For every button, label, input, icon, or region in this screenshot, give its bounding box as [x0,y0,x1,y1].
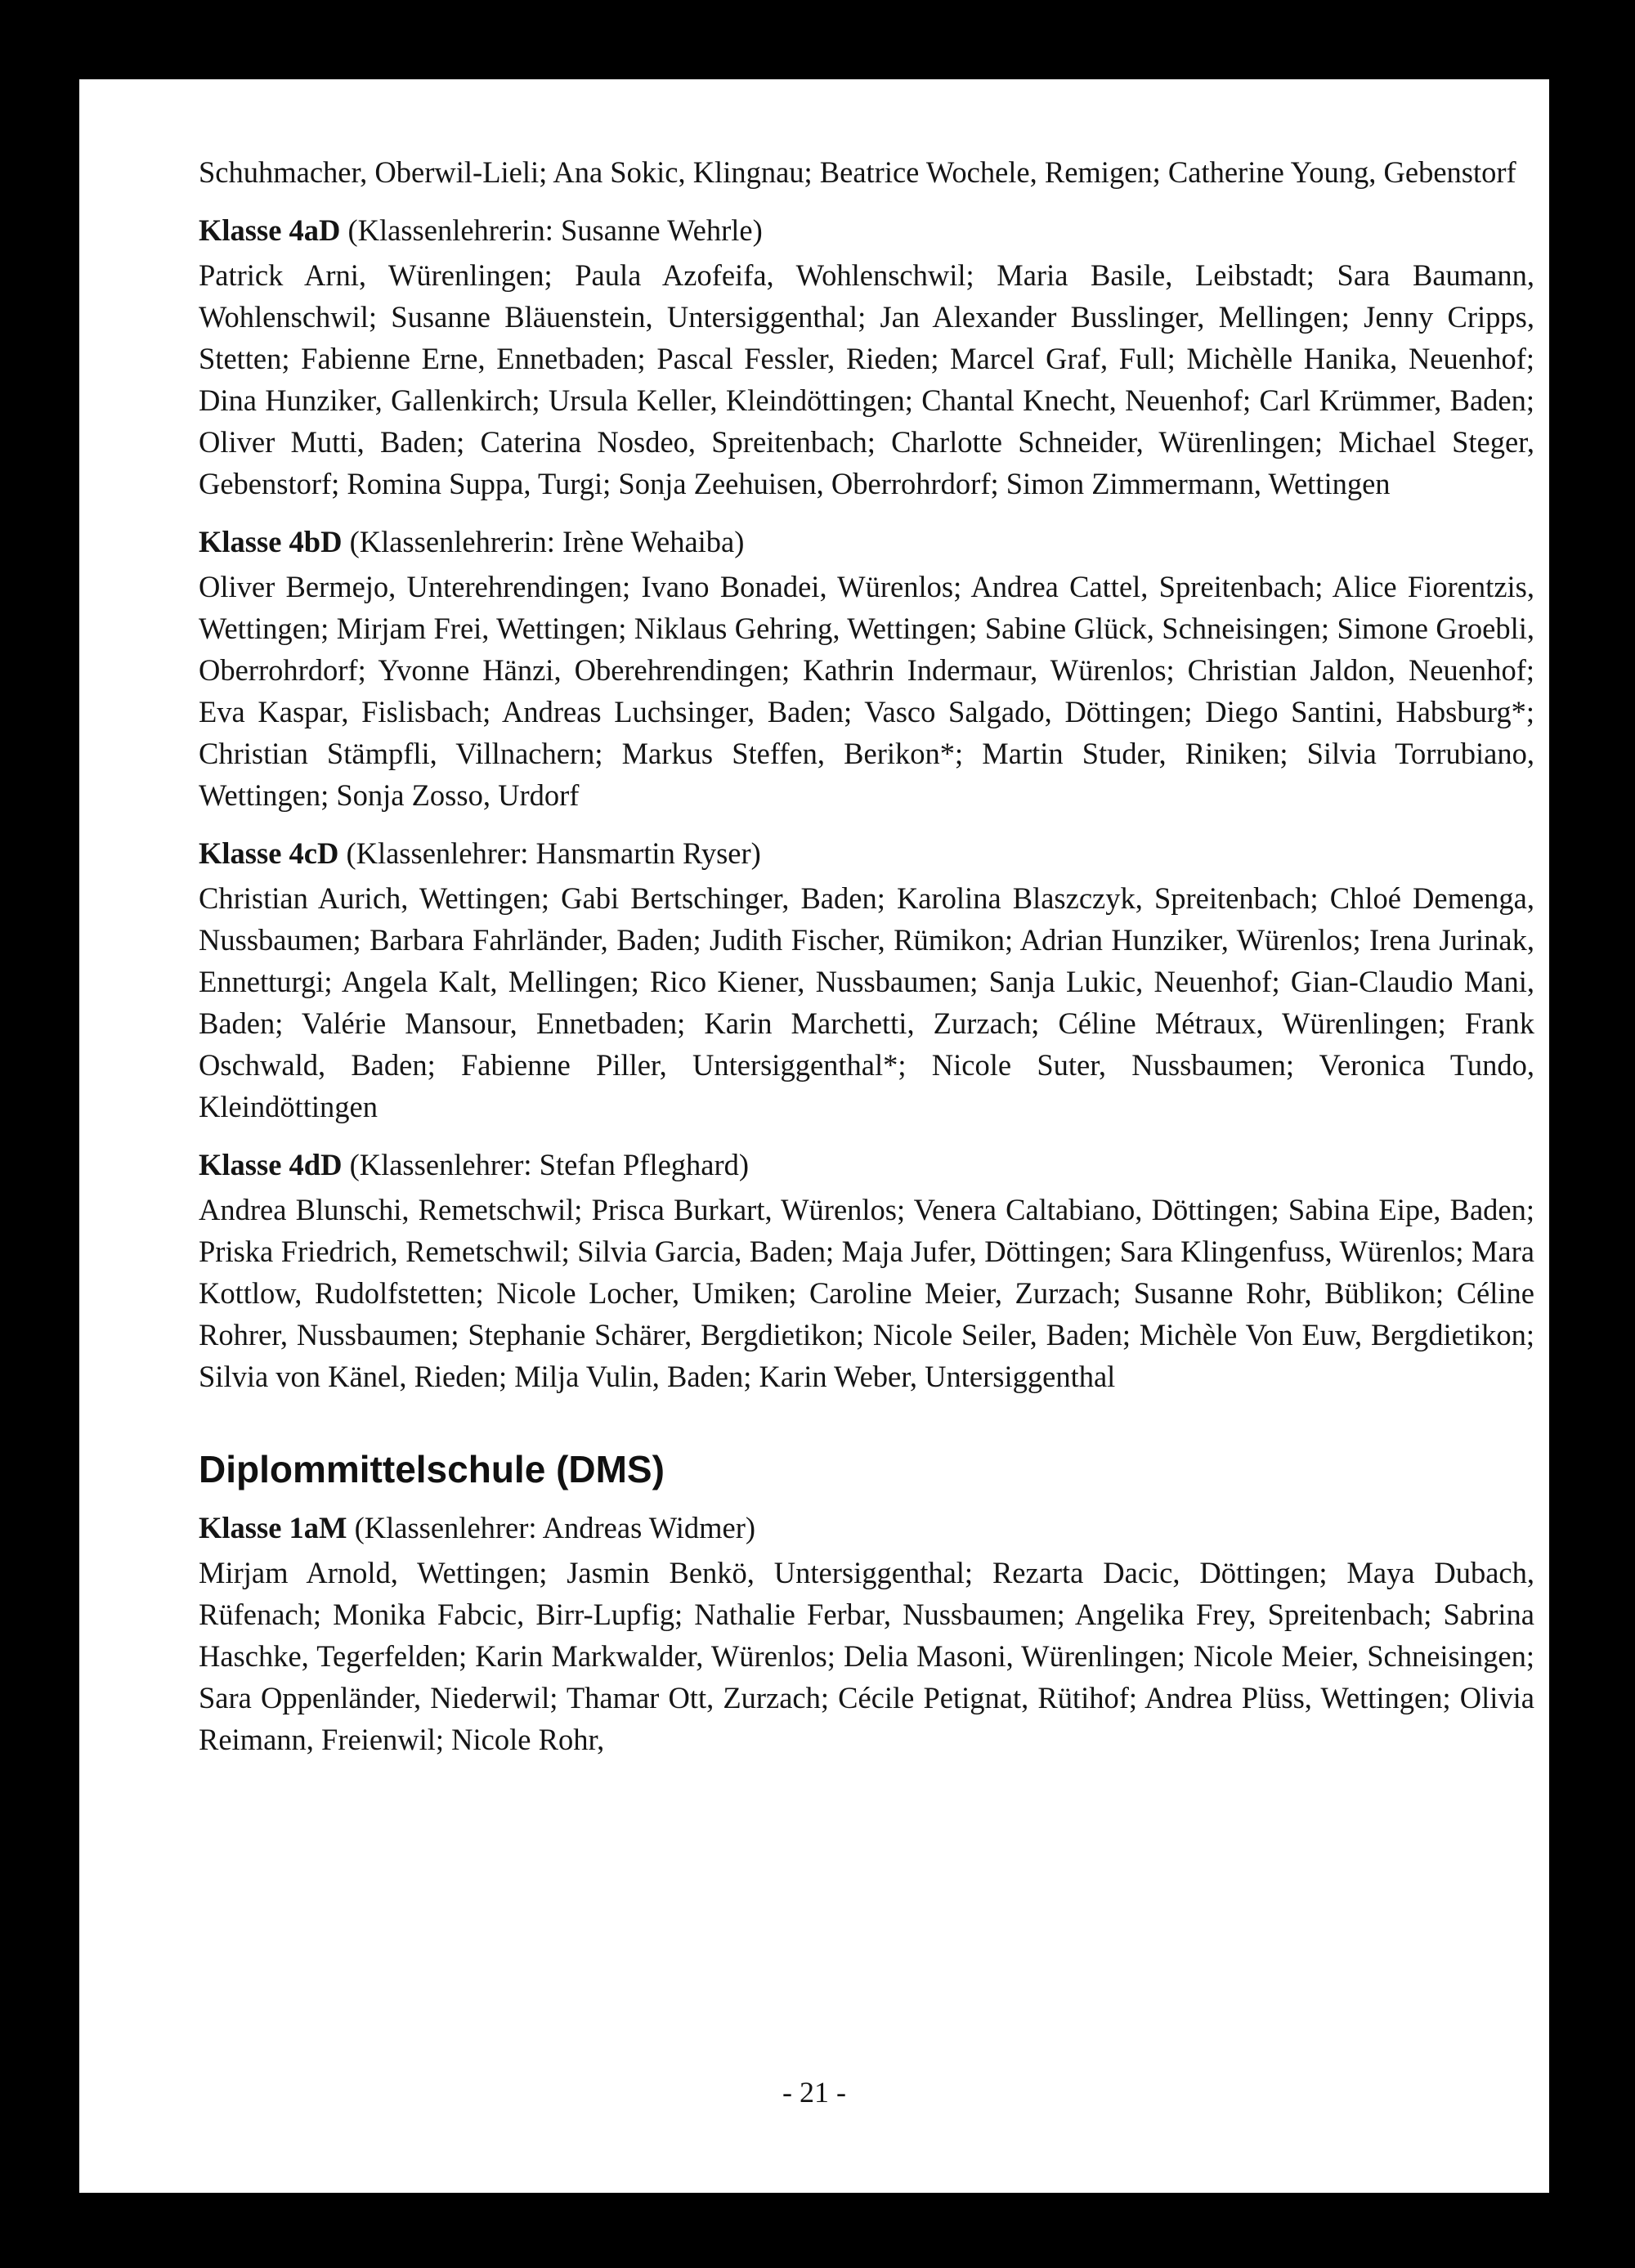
class-name: Klasse 1aM [199,1511,347,1544]
page-number: - 21 - [782,2076,846,2109]
class-name: Klasse 4aD [199,213,341,247]
class-heading [199,1507,1534,1549]
class-heading [199,521,1534,563]
section-title: Diplommittelschule (DMS) [199,1448,665,1490]
class-heading [199,1144,1534,1186]
student-list: Christian Aurich, Wettingen; Gabi Bertschinger, Baden; Karolina Blaszczyk, Spreitenbach; Chloé Demenga, Nussbaumen; Barbara Fahrländer, Baden; Judith Fischer, Rümikon; Adrian Hunziker, Würenlos; Irena Jurinak, Ennetturgi; Angela Kalt, Mellingen; Rico Kiener, Nussbaumen; Sanja Lukic, Neuenhof; Gian-Claudio Mani, Baden; Valérie Mansour, Ennetbaden; Karin Marchetti, Zurzach; Céline Métraux, Würenlingen; Frank Oschwald, Baden; Fabienne Piller, Untersiggenthal*; Nicole Suter, Nussbaumen; Veronica Tundo, Kleindöttingen [199,881,1534,1123]
class-name: Klasse 4cD [199,836,339,870]
class-teacher: (Klassenlehrer: Andreas Widmer) [354,1511,756,1544]
page-content [199,151,1534,1760]
student-list: Patrick Arni, Würenlingen; Paula Azofeifa, Wohlenschwil; Maria Basile, Leibstadt; Sara Baumann, Wohlenschwil; Susanne Bläuenstein, Untersiggenthal; Jan Alexander Busslinger, Mellingen; Jenny Cripps, Stetten; Fabienne Erne, Ennetbaden; Pascal Fessler, Rieden; Marcel Graf, Full; Michèlle Hanika, Neuenhof; Dina Hunziker, Gallenkirch; Ursula Keller, Kleindöttingen; Chantal Knecht, Neuenhof; Carl Krümmer, Baden; Oliver Mutti, Baden; Caterina Nosdeo, Spreitenbach; Charlotte Schneider, Würenlingen; Michael Steger, Gebenstorf; Romina Suppa, Turgi; Sonja Zeehuisen, Oberrohrdorf; Simon Zimmermann, Wettingen [199,258,1534,500]
class-heading [199,209,1534,251]
intro-paragraph: Schuhmacher, Oberwil-Lieli; Ana Sokic, Klingnau; Beatrice Wochele, Remigen; Catherine Young, Gebenstorf [199,155,1516,189]
document-page [79,79,1549,2193]
student-list: Mirjam Arnold, Wettingen; Jasmin Benkö, Untersiggenthal; Rezarta Dacic, Döttingen; Maya Dubach, Rüfenach; Monika Fabcic, Birr-Lupfig; Nathalie Ferbar, Nussbaumen; Angelika Frey, Spreitenbach; Sabrina Haschke, Tegerfelden; Karin Markwalder, Würenlos; Delia Masoni, Würenlingen; Nicole Meier, Schneisingen; Sara Oppenländer, Niederwil; Thamar Ott, Zurzach; Cécile Petignat, Rütihof; Andrea Plüss, Wettingen; Olivia Reimann, Freienwil; Nicole Rohr, [199,1556,1534,1756]
class-name: Klasse 4dD [199,1148,343,1181]
class-heading [199,832,1534,874]
class-teacher: (Klassenlehrer: Stefan Pfleghard) [349,1148,750,1181]
class-teacher: (Klassenlehrerin: Susanne Wehrle) [347,213,763,247]
class-teacher: (Klassenlehrerin: Irène Wehaiba) [349,525,745,558]
student-list: Oliver Bermejo, Unterehrendingen; Ivano Bonadei, Würenlos; Andrea Cattel, Spreitenbach; Alice Fiorentzis, Wettingen; Mirjam Frei, Wettingen; Niklaus Gehring, Wettingen; Sabine Glück, Schneisingen; Simone Groebli, Oberrohrdorf; Yvonne Hänzi, Oberehrendingen; Kathrin Indermaur, Würenlos; Christian Jaldon, Neuenhof; Eva Kaspar, Fislisbach; Andreas Luchsinger, Baden; Vasco Salgado, Döttingen; Diego Santini, Habsburg*; Christian Stämpfli, Villnachern; Markus Steffen, Berikon*; Martin Studer, Riniken; Silvia Torrubiano, Wettingen; Sonja Zosso, Urdorf [199,570,1534,812]
class-teacher: (Klassenlehrer: Hansmartin Ryser) [346,836,761,870]
class-name: Klasse 4bD [199,525,343,558]
student-list: Andrea Blunschi, Remetschwil; Prisca Burkart, Würenlos; Venera Caltabiano, Döttingen; Sabina Eipe, Baden; Priska Friedrich, Remetschwil; Silvia Garcia, Baden; Maja Jufer, Döttingen; Sara Klingenfuss, Würenlos; Mara Kottlow, Rudolfstetten; Nicole Locher, Umiken; Caroline Meier, Zurzach; Susanne Rohr, Büblikon; Céline Rohrer, Nussbaumen; Stephanie Schärer, Bergdietikon; Nicole Seiler, Baden; Michèle Von Euw, Bergdietikon; Silvia von Känel, Rieden; Milja Vulin, Baden; Karin Weber, Untersiggenthal [199,1193,1534,1393]
